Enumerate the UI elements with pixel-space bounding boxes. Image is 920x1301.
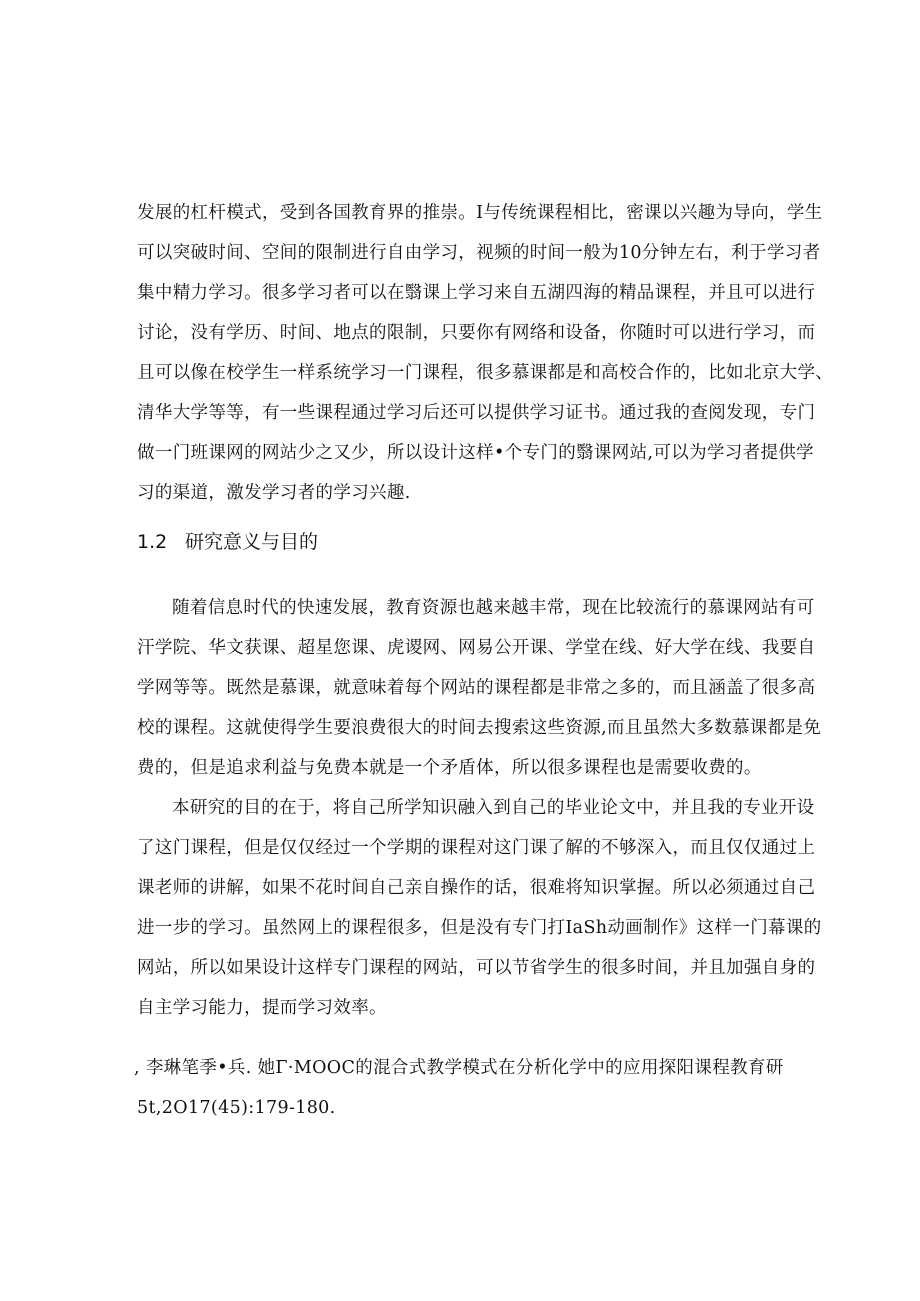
footnote-line: , 李琳笔季•兵. 她Γ·MOOC的混合式教学模式在分析化学中的应用探阳课程教育研: [134, 1058, 784, 1078]
text-line: 可以突破时间、空间的限制进行自由学习，视频的时间一般为10分钟左右，利于学习者: [137, 243, 821, 263]
text-line: 随着信息时代的快速发展，教育资源也越来越丰常，现在比较流行的慕课网站有可: [172, 598, 815, 618]
text-line: 费的，但是追求利益与免费本就是一个矛盾体，所以很多课程也是需要收费的。: [137, 758, 762, 778]
section-number: 1.2: [137, 531, 168, 553]
section-title: 研究意义与目的: [185, 531, 319, 553]
text-line: 习的渠道，激发学习者的学习兴趣.: [137, 483, 411, 503]
text-line: 讨论，没有学历、时间、地点的限制，只要你有网络和设备，你随时可以进行学习，而: [137, 323, 816, 343]
text-line: 本研究的目的在于，将自己所学知识融入到自己的毕业论文中，并且我的专业开设: [172, 798, 815, 818]
text-line: 汗学院、华文获课、超星您课、虎谡网、网易公开课、学堂在线、好大学在线、我要自: [137, 638, 816, 658]
text-line: 做一门班课网的网站少之又少，所以设计这样•个专门的翳课网站,可以为学习者提供学: [137, 443, 815, 463]
footnote-line: 5t,2O17(45):179-180.: [137, 1098, 336, 1118]
text-line: 进一步的学习。虽然网上的课程很多，但是没有专门打IaSh动画制作》这样一门幕课的: [137, 918, 822, 938]
text-line: 网站，所以如果设计这样专门课程的网站，可以节省学生的很多时间，并且加强自身的: [137, 958, 816, 978]
text-line: 学网等等。既然是慕课，就意味着每个网站的课程都是非常之多的，而且涵盖了很多高: [137, 678, 816, 698]
text-line: 校的课程。这就使得学生要浪费很大的时间去搜索这些资源,而且虽然大多数慕课都是免: [137, 718, 822, 738]
text-line: 自主学习能力，提而学习效率。: [137, 998, 387, 1018]
text-line: 课老师的讲解，如果不花时间自己亲自操作的话，很难将知识掌握。所以必须通过自己: [137, 878, 816, 898]
text-line: 发展的杠杆模式，受到各国教育界的推崇。I与传统课程相比，密课以兴趣为导向，学生: [137, 203, 823, 223]
text-line: 了这门课程，但是仅仅经过一个学期的课程对这门课了解的不够深入，而且仅仅通过上: [137, 838, 816, 858]
text-line: 且可以像在校学生一样系统学习一门课程，很多慕课都是和高校合作的，比如北京大学、: [137, 363, 834, 383]
section-heading: [137, 527, 318, 554]
text-line: 清华大学等等，有一些课程通过学习后还可以提供学习证书。通过我的查阅发现，专门: [137, 403, 816, 423]
text-line: 集中精力学习。很多学习者可以在翳课上学习来自五湖四海的精品课程，并且可以进行: [137, 283, 816, 303]
